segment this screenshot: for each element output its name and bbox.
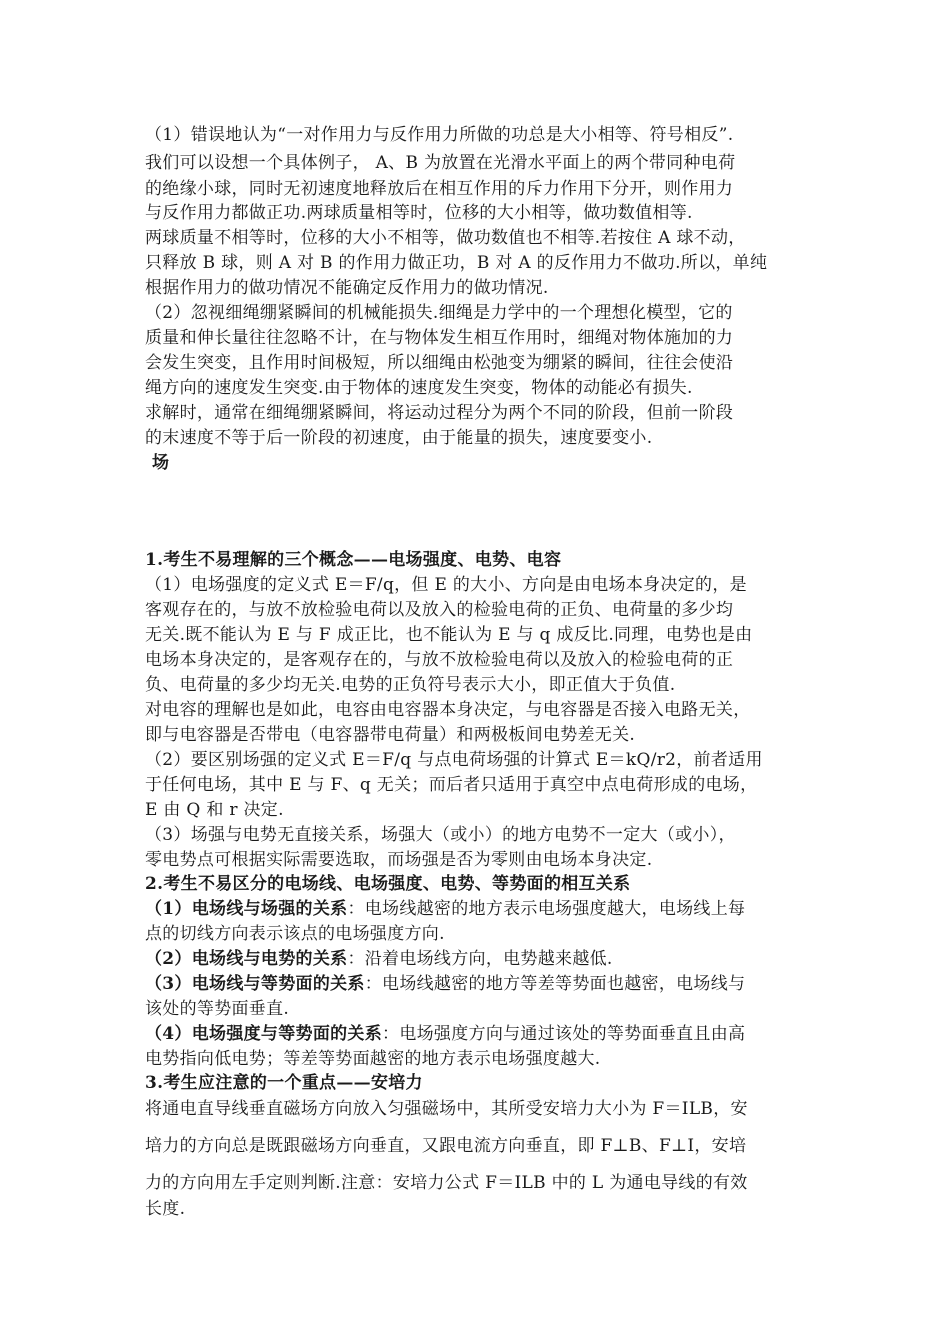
paragraph-line: （2）要区别场强的定义式 E＝F/q 与点电荷场强的计算式 E＝kQ/r2，前者适用: [145, 750, 763, 770]
relation-text: ：电场线越密的地方等差等势面也越密，电场线与: [364, 974, 746, 994]
paragraph-line: 我们可以设想一个具体例子， A、B 为放置在光滑水平面上的两个带同种电荷: [145, 153, 736, 173]
paragraph-line: 长度.: [145, 1199, 186, 1219]
paragraph-line: 无关.既不能认为 E 与 F 成正比，也不能认为 E 与 q 成反比.同理，电势也是由: [145, 625, 753, 645]
section-title: 2.考生不易区分的电场线、电场强度、电势、等势面的相互关系: [145, 874, 631, 894]
paragraph-line: （3）场强与电势无直接关系，场强大（或小）的地方电势不一定大（或小），: [145, 825, 736, 845]
relation-label: （3）电场线与等势面的关系: [145, 974, 365, 994]
paragraph-line: 的绝缘小球，同时无初速度地释放后在相互作用的斥力作用下分开，则作用力: [145, 179, 734, 199]
paragraph-line: 会发生突变，且作用时间极短，所以细绳由松弛变为绷紧的瞬间，往往会使沿: [145, 353, 734, 373]
paragraph-line: 负、电荷量的多少均无关.电势的正负符号表示大小，即正值大于负值.: [145, 675, 676, 695]
paragraph-line: 只释放 B 球，则 A 对 B 的作用力做正功，B 对 A 的反作用力不做功.所以，单纯: [145, 253, 768, 273]
relation-item: [145, 972, 745, 996]
section-heading: 场: [152, 453, 170, 473]
paragraph-line: 培力的方向总是既跟磁场方向垂直，又跟电流方向垂直，即 F⊥B、F⊥I，安培: [145, 1136, 747, 1156]
paragraph-line: 两球质量不相等时，位移的大小不相等，做功数值也不相等.若按住 A 球不动，: [145, 228, 746, 248]
relation-item: [145, 947, 613, 971]
paragraph-line: （1）错误地认为“一对作用力与反作用力所做的功总是大小相等、符号相反”.: [145, 125, 734, 145]
paragraph-line: 电场本身决定的，是客观存在的，与放不放检验电荷以及放入的检验电荷的正: [145, 650, 734, 670]
relation-continuation: 电势指向低电势；等差等势面越密的地方表示电场强度越大.: [145, 1049, 601, 1069]
relation-text: ：沿着电场线方向，电势越来越低.: [347, 949, 613, 969]
relation-label: （1）电场线与场强的关系: [145, 899, 348, 919]
paragraph-line: 力的方向用左手定则判断.注意：安培力公式 F＝ILB 中的 L 为通电导线的有效: [145, 1173, 748, 1193]
relation-continuation: 点的切线方向表示该点的电场强度方向.: [145, 924, 445, 944]
paragraph-line: 根据作用力的做功情况不能确定反作用力的做功情况.: [145, 278, 549, 298]
relation-label: （4）电场强度与等势面的关系: [145, 1024, 383, 1044]
paragraph-line: （2）忽视细绳绷紧瞬间的机械能损失.细绳是力学中的一个理想化模型，它的: [145, 303, 733, 323]
relation-label: （2）电场线与电势的关系: [145, 949, 348, 969]
paragraph-line: （1）电场强度的定义式 E＝F/q，但 E 的大小、方向是由电场本身决定的，是: [145, 575, 747, 595]
paragraph-line: 零电势点可根据实际需要选取，而场强是否为零则由电场本身决定.: [145, 850, 653, 870]
paragraph-line: E 由 Q 和 r 决定.: [145, 800, 284, 820]
relation-item: [145, 1022, 745, 1046]
paragraph-line: 即与电容器是否带电（电容器带电荷量）和两极板间电势差无关.: [145, 725, 636, 745]
paragraph-line: 绳方向的速度发生突变.由于物体的速度发生突变，物体的动能必有损失.: [145, 378, 693, 398]
paragraph-line: 质量和伸长量往往忽略不计，在与物体发生相互作用时，细绳对物体施加的力: [145, 328, 734, 348]
paragraph-line: 与反作用力都做正功.两球质量相等时，位移的大小相等，做功数值相等.: [145, 203, 693, 223]
relation-text: ：电场强度方向与通过该处的等势面垂直且由高: [382, 1024, 746, 1044]
section-title: 1.考生不易理解的三个概念——电场强度、电势、电容: [145, 550, 562, 570]
section-title: 3.考生应注意的一个重点——安培力: [145, 1073, 423, 1093]
paragraph-line: 的末速度不等于后一阶段的初速度，由于能量的损失，速度要变小.: [145, 428, 653, 448]
paragraph-line: 于任何电场，其中 E 与 F、q 无关；而后者只适用于真空中点电荷形成的电场，: [145, 775, 758, 795]
relation-item: [145, 897, 745, 921]
paragraph-line: 求解时，通常在细绳绷紧瞬间，将运动过程分为两个不同的阶段，但前一阶段: [145, 403, 734, 423]
relation-continuation: 该处的等势面垂直.: [145, 999, 290, 1019]
relation-text: ：电场线越密的地方表示电场强度越大，电场线上每: [347, 899, 746, 919]
paragraph-line: 对电容的理解也是如此，电容由电容器本身决定，与电容器是否接入电路无关，: [145, 700, 751, 720]
paragraph-line: 将通电直导线垂直磁场方向放入匀强磁场中，其所受安培力大小为 F＝ILB，安: [145, 1099, 748, 1119]
paragraph-line: 客观存在的，与放不放检验电荷以及放入的检验电荷的正负、电荷量的多少均: [145, 600, 734, 620]
